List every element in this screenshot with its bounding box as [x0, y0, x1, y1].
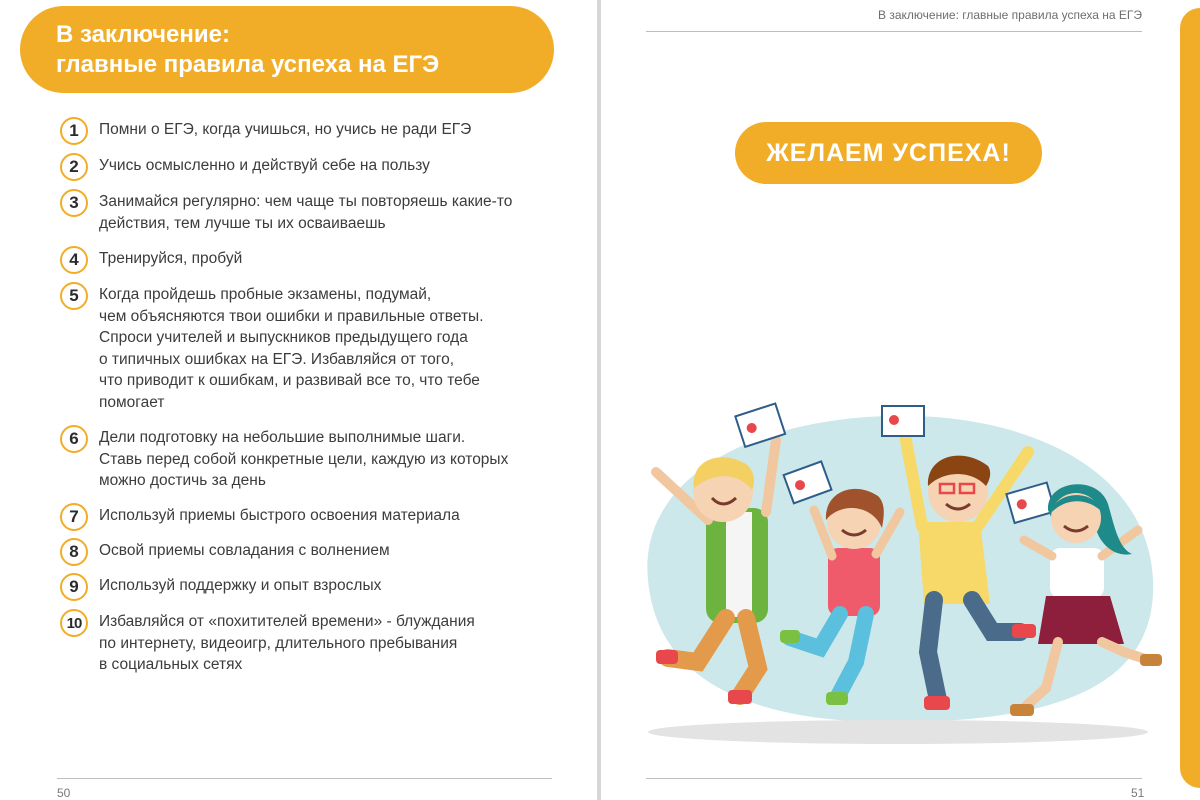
rule-number-9: 9: [60, 573, 88, 601]
rule-item-10: [60, 609, 475, 676]
rule-number-8: 8: [60, 538, 88, 566]
rule-item-3: [60, 189, 512, 234]
jumping-students-illustration: [628, 400, 1168, 760]
rule-text-5: Когда пройдешь пробные экзамены, подумай, чем объясняются твои ошибки и правильные ответы. Спроси учителей и выпускников предыдущего года о типичных ошибках на ЕГЭ. Избавляйся от того, что приводит к ошибкам, и развивай все то, что тебе помогает: [99, 286, 484, 411]
book-spine: [597, 0, 601, 800]
title-line-2: главные правила успеха на ЕГЭ: [56, 51, 440, 78]
right-footer-rule: [646, 778, 1142, 779]
rule-text-3: Занимайся регулярно: чем чаще ты повторяешь какие-то действия, тем лучше ты их осваиваешь: [99, 193, 513, 232]
rule-number-10: 10: [60, 609, 88, 637]
rule-item-4: [60, 246, 242, 274]
rule-number-1: 1: [60, 117, 88, 145]
next-page-edge: [1180, 8, 1200, 788]
rule-item-1: [60, 117, 471, 145]
rule-item-5: [60, 282, 484, 413]
rule-number-7: 7: [60, 503, 88, 531]
rule-number-4: 4: [60, 246, 88, 274]
rule-item-7: [60, 503, 460, 531]
left-page-number: 50: [57, 786, 71, 800]
rule-item-2: [60, 153, 430, 181]
right-page-number: 51: [1131, 786, 1145, 800]
title-line-1: В заключение:: [56, 21, 230, 48]
rule-item-6: [60, 425, 508, 492]
wish-banner: [735, 122, 1042, 184]
rule-text-8: Освой приемы совладания с волнением: [99, 542, 390, 559]
wish-text: ЖЕЛАЕМ УСПЕХА!: [766, 138, 1011, 167]
rule-item-8: [60, 538, 390, 566]
rule-text-1: Помни о ЕГЭ, когда учишься, но учись не ради ЕГЭ: [99, 121, 472, 138]
rule-item-9: [60, 573, 381, 601]
title-banner: [20, 6, 554, 93]
rule-text-7: Используй приемы быстрого освоения материала: [99, 507, 460, 524]
rule-number-3: 3: [60, 189, 88, 217]
rule-text-6: Дели подготовку на небольшие выполнимые шаги. Ставь перед собой конкретные цели, каждую из которых можно достичь за день: [99, 429, 509, 489]
left-footer-rule: [57, 778, 552, 779]
rule-number-6: 6: [60, 425, 88, 453]
rule-number-5: 5: [60, 282, 88, 310]
rule-text-4: Тренируйся, пробуй: [99, 250, 243, 267]
running-head: В заключение: главные правила успеха на ЕГЭ: [878, 8, 1142, 22]
rule-text-2: Учись осмысленно и действуй себе на пользу: [99, 157, 430, 174]
rule-number-2: 2: [60, 153, 88, 181]
right-header-rule: [646, 31, 1142, 32]
rule-text-10: Избавляйся от «похитителей времени» - блуждания по интернету, видеоигр, длительного пребывания в социальных сетях: [99, 613, 475, 673]
diploma-icon: [882, 406, 924, 436]
rule-text-9: Используй поддержку и опыт взрослых: [99, 577, 382, 594]
